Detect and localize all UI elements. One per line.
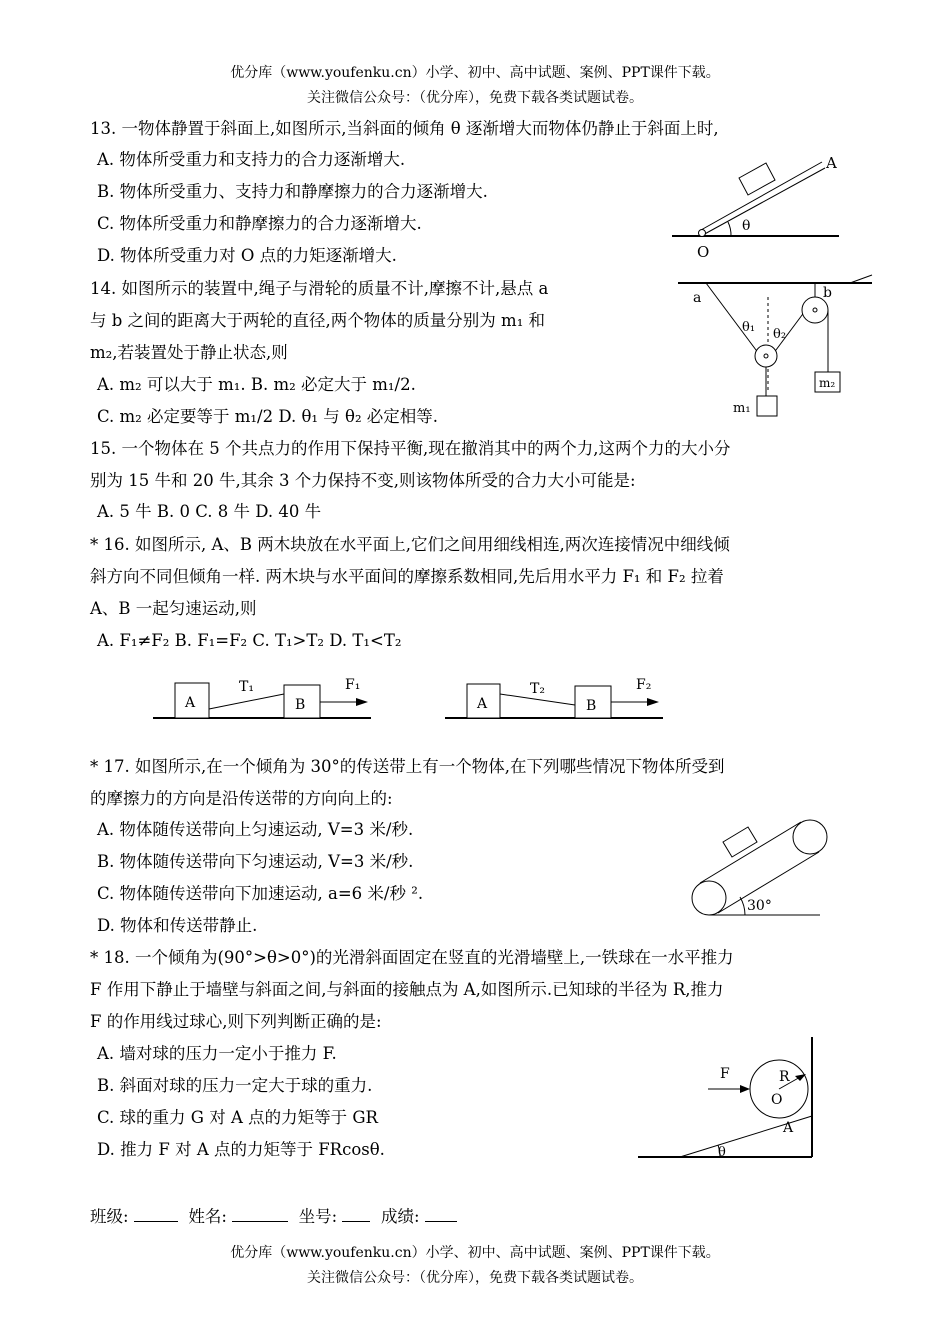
q17-option-d: D. 物体和传送带静止. (97, 916, 258, 935)
q13-option-b: B. 物体所受重力、支持力和静摩擦力的合力逐渐增大. (97, 182, 488, 201)
page-footer-line2: 关注微信公众号：（优分库），免费下载各类试题试卷。 (307, 1270, 643, 1286)
q14-label-b: b (823, 285, 832, 301)
q14-label-theta1: θ₁ (742, 320, 756, 335)
q16-f2-block-a: A (477, 696, 488, 712)
q16-figure-2 (442, 672, 667, 724)
q14-stem-2: 与 b 之间的距离大于两轮的直径,两个物体的质量分别为 m₁ 和 (90, 311, 546, 330)
q17-option-c: C. 物体随传送带向下加速运动, a=6 米/秒 ². (97, 884, 424, 903)
q16-f1-block-a: A (185, 695, 196, 711)
q18-option-c: C. 球的重力 G 对 A 点的力矩等于 GR (97, 1108, 378, 1127)
q18-label-a: A (783, 1120, 794, 1136)
page-footer-line1: 优分库（www.youfenku.cn）小学、初中、高中试题、案例、PPT课件下载。 (230, 1245, 720, 1261)
q18-stem-1: * 18. 一个倾角为(90°>θ>0°)的光滑斜面固定在竖直的光滑墙壁上,一铁球在一水平推力 (90, 948, 734, 967)
q16-f1-label-f1: F₁ (345, 677, 361, 693)
q15-stem-1: 15. 一个物体在 5 个共点力的作用下保持平衡,现在撤消其中的两个力,这两个力的大小分 (90, 439, 731, 458)
q14-pulley-figure (675, 272, 875, 422)
q18-option-d: D. 推力 F 对 A 点的力矩等于 FRcosθ. (97, 1140, 385, 1159)
seat-label: 坐号: (298, 1207, 338, 1226)
q16-stem-1: * 16. 如图所示, A、B 两木块放在水平面上,它们之间用细线相连,两次连接情况中细线倾 (90, 535, 730, 554)
q13-option-d: D. 物体所受重力对 O 点的力矩逐渐增大. (97, 246, 397, 265)
q15-stem-2: 别为 15 牛和 20 牛,其余 3 个力保持不变,则该物体所受的合力大小可能是: (90, 471, 636, 490)
q17-stem-2: 的摩擦力的方向是沿传送带的方向向上的: (90, 789, 393, 808)
score-blank[interactable] (425, 1203, 457, 1222)
q13-incline-figure (665, 150, 845, 265)
q13-stem: 13. 一物体静置于斜面上,如图所示,当斜面的倾角 θ 逐渐增大而物体仍静止于斜面上时, (90, 119, 719, 138)
q13-label-o: O (697, 243, 710, 261)
q14-label-m1: m₁ (733, 401, 751, 416)
name-blank[interactable] (232, 1203, 288, 1222)
class-blank[interactable] (134, 1203, 178, 1222)
q18-stem-3: F 的作用线过球心,则下列判断正确的是: (90, 1012, 382, 1031)
q18-label-o: O (771, 1092, 783, 1108)
q15-options: A. 5 牛 B. 0 C. 8 牛 D. 40 牛 (97, 502, 322, 521)
q13-option-c: C. 物体所受重力和静摩擦力的合力逐渐增大. (97, 214, 422, 233)
q13-label-theta: θ (742, 218, 751, 234)
q17-stem-1: * 17. 如图所示,在一个倾角为 30°的传送带上有一个物体,在下列哪些情况下物体所受到 (90, 757, 725, 776)
q18-option-b: B. 斜面对球的压力一定大于球的重力. (97, 1076, 373, 1095)
q18-ball-figure (632, 1033, 817, 1163)
q17-label-angle: 30° (747, 898, 772, 914)
q18-label-r: R (779, 1069, 790, 1085)
q16-stem-3: A、B 一起匀速运动,则 (90, 599, 257, 618)
q18-label-f: F (720, 1066, 730, 1082)
q14-label-theta2: θ₂ (773, 327, 787, 342)
q14-label-m2: m₂ (819, 376, 836, 390)
seat-blank[interactable] (342, 1203, 370, 1222)
name-label: 姓名: (188, 1207, 227, 1226)
q14-label-a: a (693, 290, 702, 306)
q16-f2-block-b: B (586, 698, 597, 714)
page-header-line2: 关注微信公众号：（优分库），免费下载各类试题试卷。 (307, 90, 643, 106)
q16-f2-label-t2: T₂ (530, 681, 545, 697)
q16-options: A. F₁≠F₂ B. F₁=F₂ C. T₁>T₂ D. T₁<T₂ (97, 631, 402, 650)
q17-option-b: B. 物体随传送带向下匀速运动, V=3 米/秒. (97, 852, 414, 871)
q17-conveyor-figure (685, 815, 835, 920)
student-info (90, 1203, 457, 1229)
q14-options-ab: A. m₂ 可以大于 m₁. B. m₂ 必定大于 m₁/2. (97, 375, 416, 394)
q16-f2-label-f2: F₂ (636, 677, 652, 693)
q14-options-cd: C. m₂ 必定要等于 m₁/2 D. θ₁ 与 θ₂ 必定相等. (97, 407, 439, 426)
q16-figure-1 (150, 672, 375, 724)
q16-f1-block-b: B (295, 697, 306, 713)
q14-stem-3: m₂,若装置处于静止状态,则 (90, 343, 288, 362)
q13-option-a: A. 物体所受重力和支持力的合力逐渐增大. (97, 150, 406, 169)
q13-label-a: A (826, 154, 837, 172)
class-label: 班级: (90, 1207, 129, 1226)
q16-stem-2: 斜方向不同但倾角一样. 两木块与水平面间的摩擦系数相同,先后用水平力 F₁ 和 F₂ 拉着 (90, 567, 724, 586)
q18-stem-2: F 作用下静止于墙壁与斜面之间,与斜面的接触点为 A,如图所示.已知球的半径为 R,推力 (90, 980, 724, 999)
q17-option-a: A. 物体随传送带向上匀速运动, V=3 米/秒. (97, 820, 414, 839)
score-label: 成绩: (380, 1207, 420, 1226)
page-header-line1: 优分库（www.youfenku.cn）小学、初中、高中试题、案例、PPT课件下载。 (230, 65, 720, 81)
q16-f1-label-t1: T₁ (239, 679, 254, 695)
q18-option-a: A. 墙对球的压力一定小于推力 F. (97, 1044, 337, 1063)
q18-label-theta: θ (718, 1145, 726, 1160)
q14-stem-1: 14. 如图所示的装置中,绳子与滑轮的质量不计,摩擦不计,悬点 a (90, 279, 549, 298)
